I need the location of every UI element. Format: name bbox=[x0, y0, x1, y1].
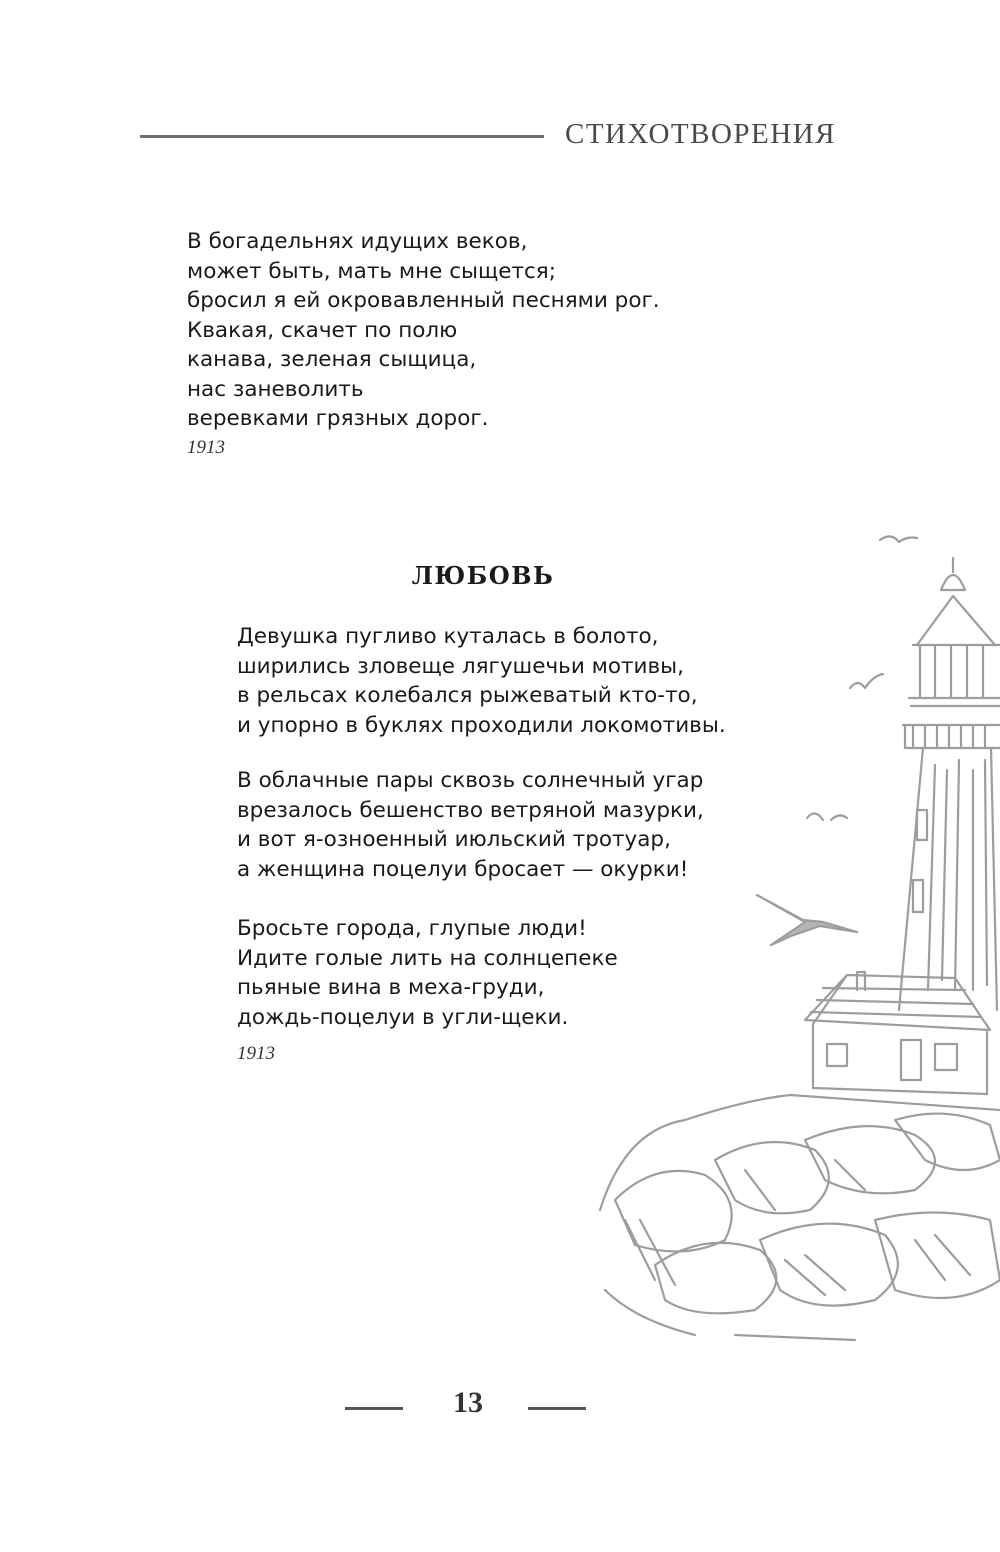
poem1-date: 1913 bbox=[187, 437, 225, 458]
poem-line: веревками грязных дорог. bbox=[187, 406, 489, 431]
poem-line: Девушка пугливо куталась в болото, bbox=[237, 624, 659, 649]
stanza-2 bbox=[237, 766, 704, 884]
lighthouse-tower bbox=[899, 558, 1000, 1010]
poem-line: В облачные пары сквозь солнечный угар bbox=[237, 768, 704, 793]
poem-line: дождь-поцелуи в угли-щеки. bbox=[237, 1004, 569, 1030]
poem-line: Квакая, скачет по полю bbox=[187, 317, 458, 343]
poem-line: Идите голые лить на солнцепеке bbox=[237, 945, 618, 971]
keeper-house bbox=[805, 972, 990, 1094]
poem-line: и вот я-озноенный июльский тротуар, bbox=[237, 827, 671, 852]
poem-line: бросил я ей окровавленный песнями рог. bbox=[187, 288, 660, 313]
poem-line: Бросьте города, глупые люди! bbox=[237, 916, 587, 941]
header-rule bbox=[140, 135, 544, 138]
poem-title: ЛЮБОВЬ bbox=[411, 561, 555, 590]
poem-line: нас заневолить bbox=[187, 376, 364, 402]
poem-line: и упорно в буклях проходили локомотивы. bbox=[237, 712, 726, 738]
footer-rule-right bbox=[528, 1407, 586, 1410]
footer-rule-left bbox=[345, 1407, 403, 1410]
poem-line: В богадельнях идущих веков, bbox=[187, 229, 528, 254]
seagull-icon bbox=[807, 813, 847, 820]
poem-line: в рельсах колебался рыжеватый кто-то, bbox=[237, 683, 698, 708]
poem-line: а женщина поцелуи бросает — окурки! bbox=[237, 856, 689, 882]
poem-line: пьяные вина в меха-груди, bbox=[237, 975, 545, 1000]
seagull-icon bbox=[880, 536, 917, 542]
poem1-text bbox=[187, 227, 660, 434]
stanza-1 bbox=[237, 622, 726, 740]
seagull-icon bbox=[757, 895, 857, 945]
page-number: 13 bbox=[453, 1386, 483, 1419]
poem-line: врезалось бешенство ветряной мазурки, bbox=[237, 797, 704, 823]
running-head: СТИХОТВОРЕНИЯ bbox=[565, 118, 836, 150]
poem-line: канава, зеленая сыщица, bbox=[187, 347, 477, 372]
poem2-date: 1913 bbox=[237, 1043, 275, 1064]
rocks bbox=[600, 1095, 1000, 1340]
poem-line: ширились зловеще лягушечьи мотивы, bbox=[237, 653, 684, 679]
poem-line: может быть, мать мне сыщется; bbox=[187, 258, 556, 284]
stanza-3 bbox=[237, 914, 618, 1032]
seagull-icon bbox=[850, 674, 883, 688]
